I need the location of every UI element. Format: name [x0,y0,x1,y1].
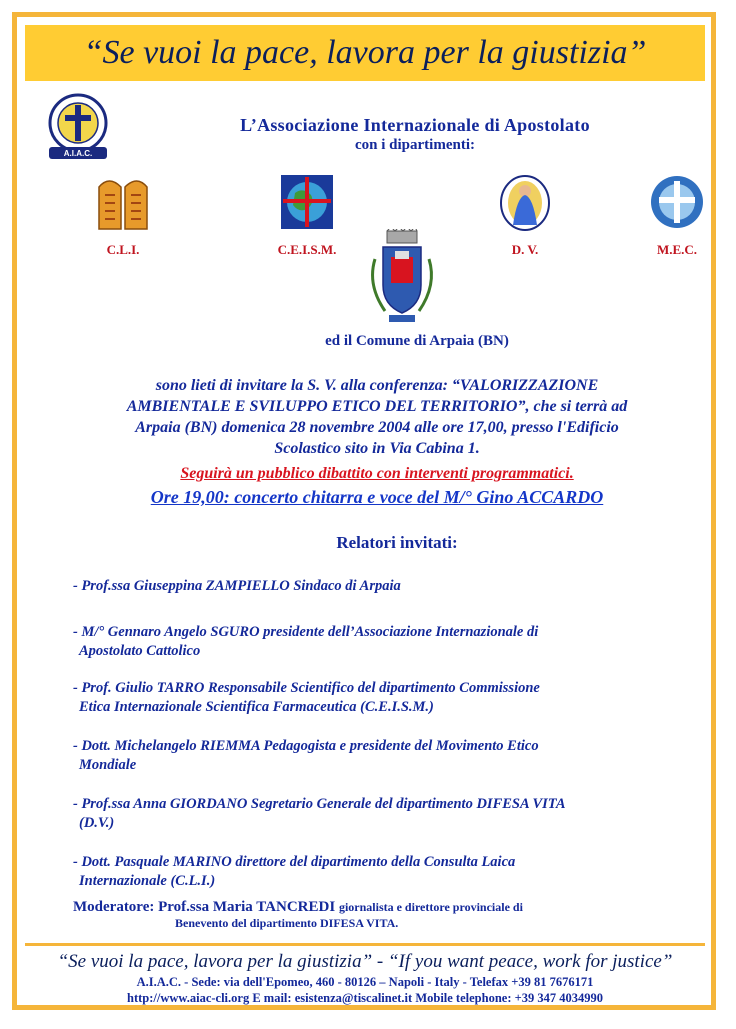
invitation-line: Arpaia (BN) domenica 28 novembre 2004 alle ore 17,00, presso l'Edificio [135,419,619,436]
moderator-label: Moderatore: [73,899,155,915]
speakers-heading: Relatori invitati: [336,533,458,552]
speaker-line: - Prof.ssa Anna GIORDANO Segretario Generale del dipartimento DIFESA VITA [73,796,566,812]
department-label: C.E.I.S.M. [277,242,337,257]
madonna-icon [497,173,553,231]
mec-logo-icon [649,173,705,231]
invitation-line: sono lieti di invitare la S. V. alla conferenza: “VALORIZZAZIONE [155,377,599,394]
association-title: L’Associazione Internazionale di Apostolato [240,115,590,135]
page-frame [12,12,716,1010]
moderator-name: Prof.ssa Maria TANCREDI [158,899,336,915]
top-banner-title: “Se vuoi la pace, lavora per la giustizia” [25,25,705,81]
footer-motto: “Se vuoi la pace, lavora per la giustizia” - “If you want peace, work for justice” [57,951,673,972]
debate-notice: Seguirà un pubblico dibattito con interventi programmatici. [180,465,574,482]
department-label: C.L.I. [106,242,140,257]
speaker-item [73,795,693,833]
aiac-logo-icon [43,91,113,161]
invitation-text [57,375,697,459]
speaker-line-continued: Mondiale [79,757,137,773]
speaker-line: - M/° Gennaro Angelo SGURO presidente dell’Associazione Internazionale di [73,624,539,640]
speaker-line-continued: Apostolato Cattolico [79,643,201,659]
department-ceism [247,173,367,258]
speaker-line-continued: Etica Internazionale Scientifica Farmaceutica (C.E.I.S.M.) [79,699,434,715]
speaker-item [73,737,693,775]
speaker-line: - Dott. Michelangelo RIEMMA Pedagogista e presidente del Movimento Etico [73,738,539,754]
speaker-line: - Prof. Giulio TARRO Responsabile Scientifico del dipartimento Commissione [73,680,540,696]
speaker-line-continued: Internazionale (C.L.I.) [79,873,216,889]
invitation-line: Scolastico sito in Via Cabina 1. [274,440,480,457]
moderator-block [73,899,693,931]
association-subtitle: con i dipartimenti: [355,137,475,153]
comune-line: ed il Comune di Arpaia (BN) [325,333,509,349]
footer-contacts: http://www.aiac-cli.org E mail: esistenza@tiscalinet.it Mobile telephone: +39 347 4034990 [127,991,603,1005]
speaker-item [73,623,693,661]
moderator-role: giornalista e direttore provinciale di [338,900,523,914]
footer-divider [25,943,705,946]
globe-cross-icon [279,173,335,231]
moderator-role-continued: Benevento del dipartimento DIFESA VITA. [175,916,399,930]
speaker-line-continued: (D.V.) [79,815,115,831]
speaker-line: - Dott. Pasquale MARINO direttore del dipartimento della Consulta Laica [73,854,516,870]
tablets-icon [95,173,151,231]
department-dv [465,173,585,258]
coat-of-arms-icon [361,229,443,327]
department-label: D. V. [511,242,539,257]
department-label: M.E.C. [656,242,698,257]
speaker-line: - Prof.ssa Giuseppina ZAMPIELLO Sindaco di Arpaia [73,578,401,594]
speaker-item [73,679,693,717]
speaker-item [73,577,693,596]
invitation-line: AMBIENTALE E SVILUPPO ETICO DEL TERRITORIO”, che si terrà ad [126,398,628,415]
speaker-item [73,853,693,891]
department-mec [617,173,736,258]
logo-text: A.I.A.C. [63,149,93,158]
concert-notice: Ore 19,00: concerto chitarra e voce del M/° Gino ACCARDO [150,487,604,507]
department-cli [63,173,183,258]
footer-address: A.I.A.C. - Sede: via dell'Epomeo, 460 - 80126 – Napoli - Italy - Telefax +39 81 7676171 [136,975,594,989]
